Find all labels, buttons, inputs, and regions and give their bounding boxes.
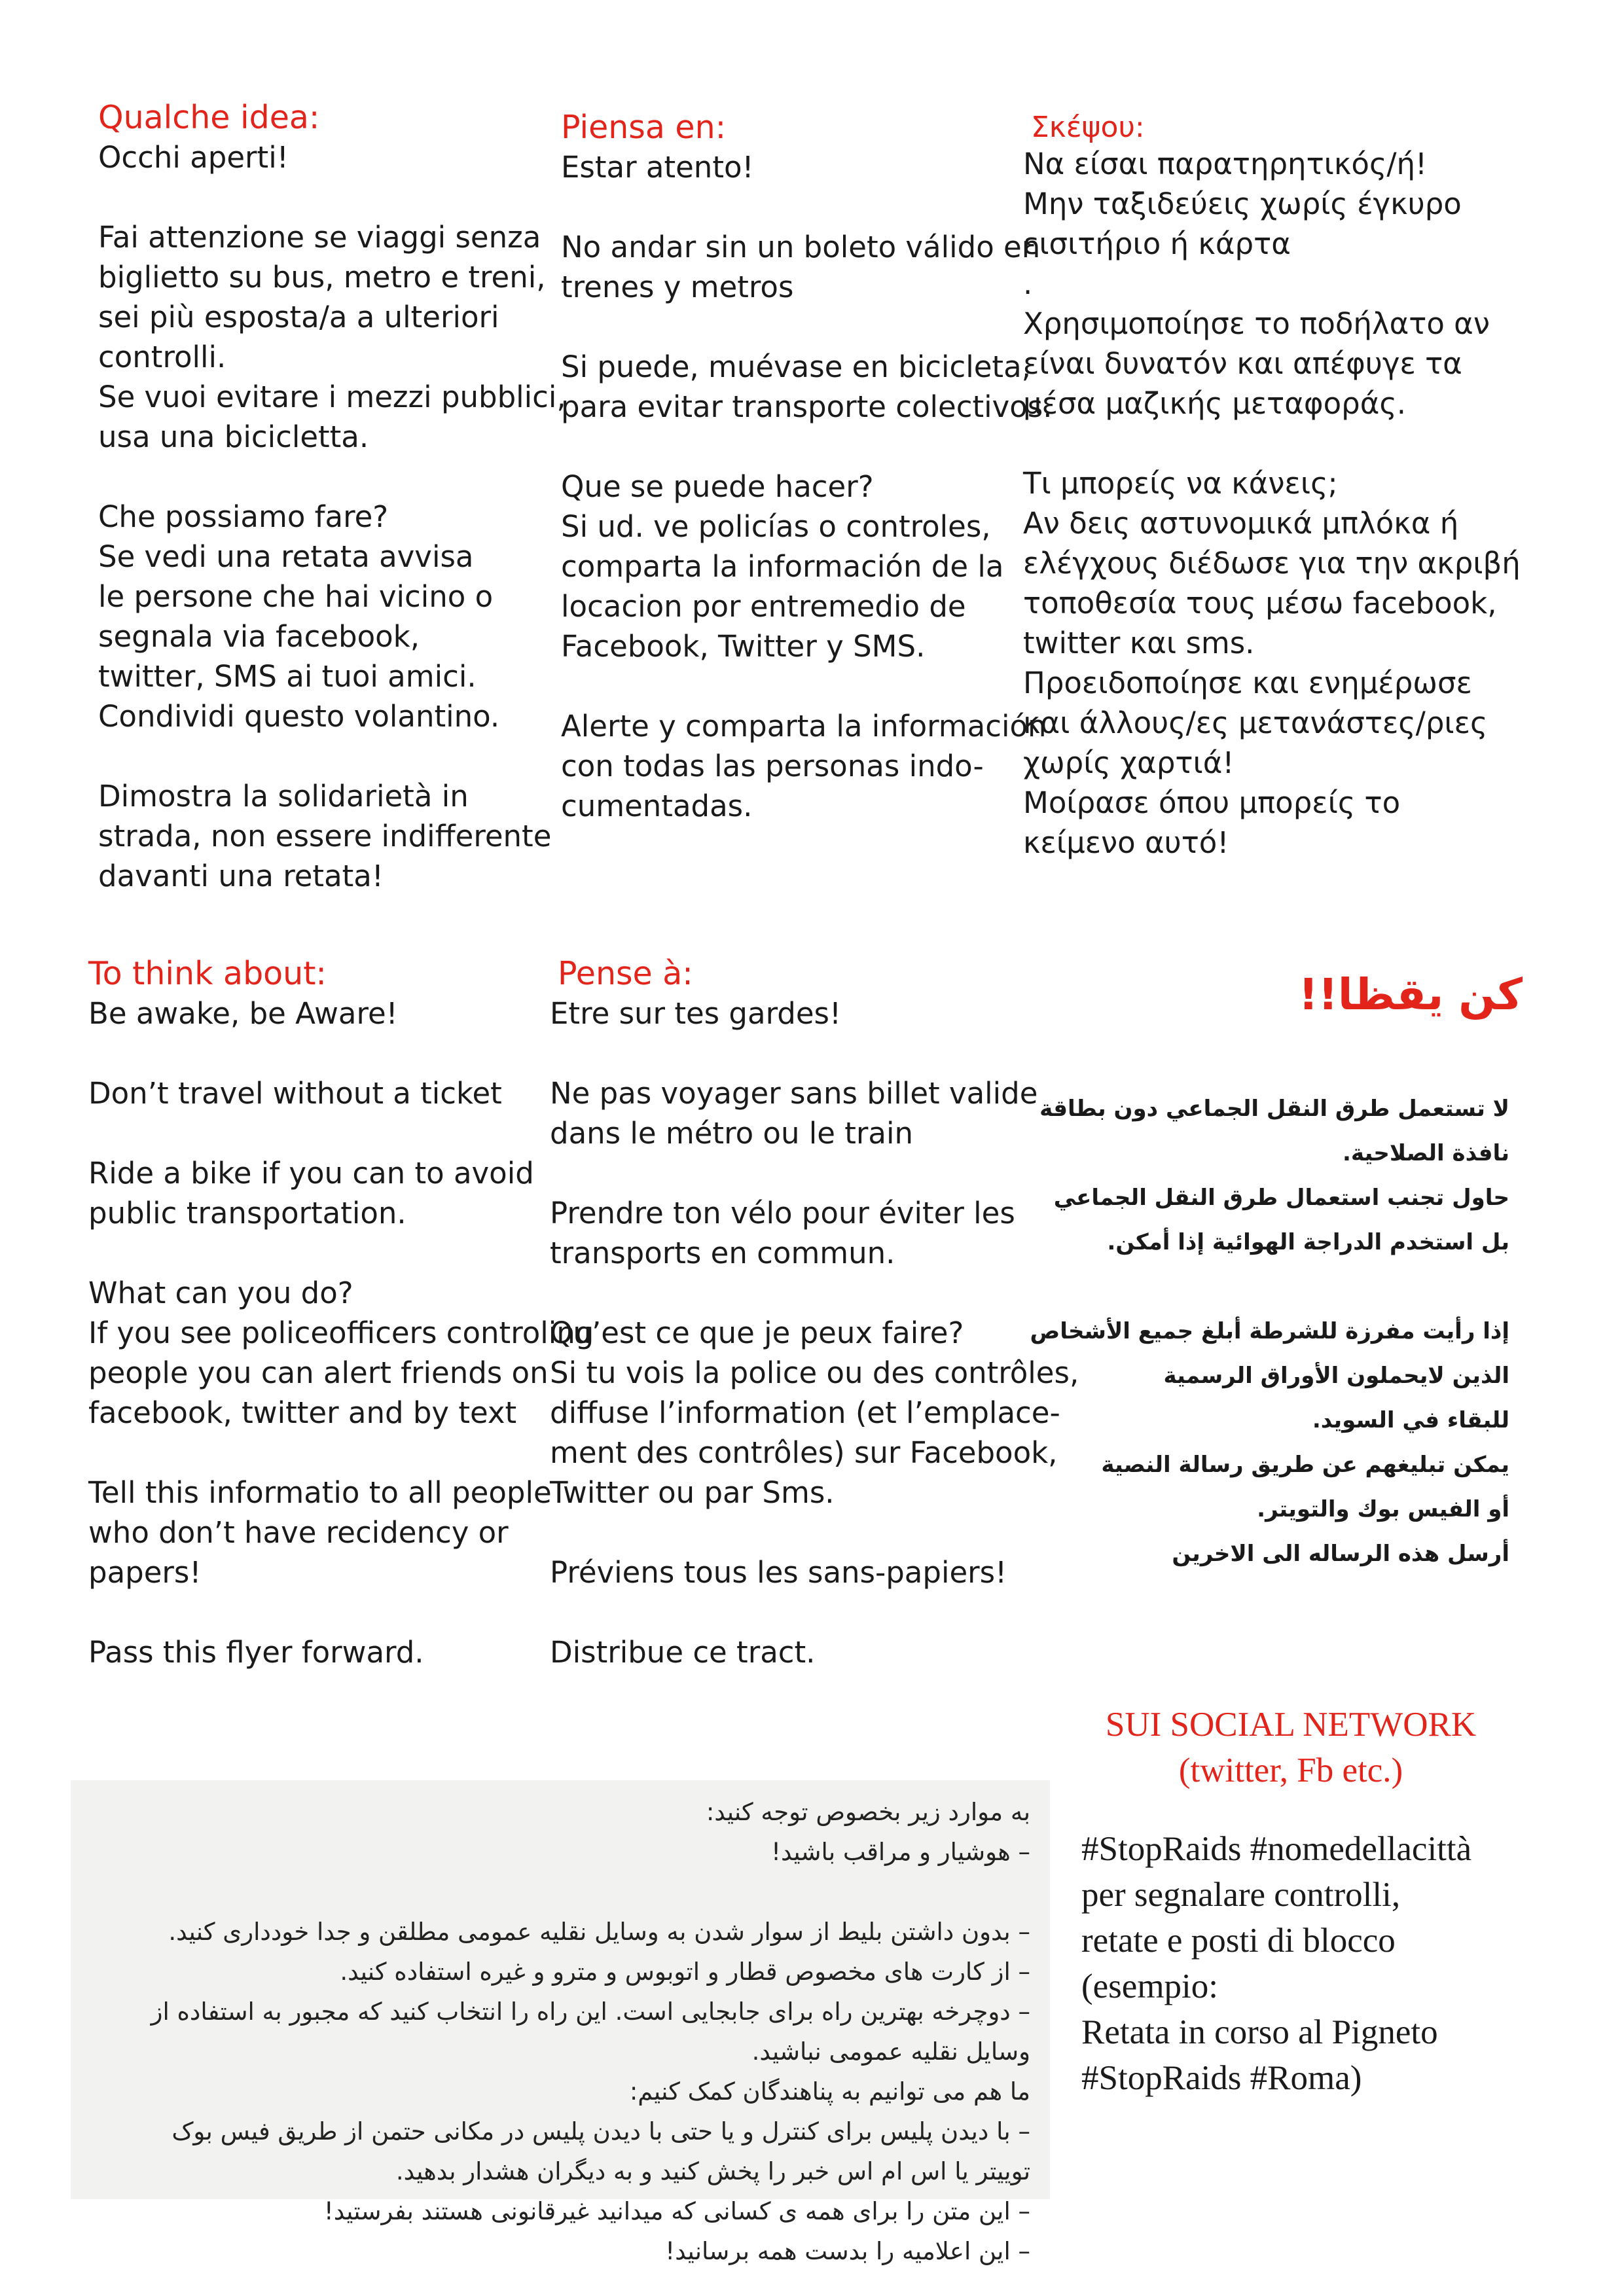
arabic-heading: كن يقظا!! bbox=[1298, 969, 1523, 1020]
text-line bbox=[561, 307, 1053, 347]
text-line: – با دیدن پلیس برای کنترل و یا حتی با دیدن پلیس در مکانی حتمن از طریق فیس بوک bbox=[171, 2117, 1030, 2145]
text-line bbox=[88, 1592, 594, 1632]
text-line: facebook, twitter and by text bbox=[88, 1395, 517, 1430]
english-heading: To think about: bbox=[88, 955, 327, 992]
text-line: No andar sin un boleto válido en bbox=[561, 230, 1041, 264]
text-line bbox=[98, 177, 566, 217]
text-line: Facebook, Twitter y SMS. bbox=[561, 629, 926, 664]
text-line: توییتر یا اس ام اس خبر را پخش کنید و به دیگران هشدار بدهید. bbox=[395, 2157, 1030, 2185]
social-heading-line1: SUI SOCIAL NETWORK bbox=[1105, 1706, 1477, 1744]
text-line bbox=[986, 1265, 1509, 1309]
text-line: Μοίρασε όπου μπορείς το bbox=[1023, 785, 1401, 820]
text-line bbox=[88, 1113, 594, 1153]
text-line: Fai attenzione se viaggi senza bbox=[98, 220, 541, 255]
text-line: μέσα μαζικής μεταφοράς. bbox=[1023, 386, 1407, 421]
text-line: Que se puede hacer? bbox=[561, 469, 874, 504]
text-line: Che possiamo fare? bbox=[98, 499, 389, 534]
text-line: Να είσαι παρατηρητικός/ή! bbox=[1023, 147, 1428, 181]
text-line bbox=[1023, 423, 1521, 463]
text-line: ment des contrôles) sur Facebook, bbox=[550, 1435, 1058, 1470]
text-line bbox=[90, 1872, 1030, 1912]
spanish-heading: Piensa en: bbox=[561, 109, 727, 146]
text-line: le persone che hai vicino o bbox=[98, 579, 494, 614]
social-text bbox=[1081, 1826, 1500, 2101]
text-line: . bbox=[1023, 266, 1033, 301]
text-line: Pass this flyer forward. bbox=[88, 1635, 424, 1670]
text-line bbox=[561, 187, 1053, 227]
text-line: – بدون داشتن بلیط از سوار شدن به وسایل نقلیه عمومی مطلقن و جدا خودداری کنید. bbox=[168, 1918, 1030, 1946]
text-line: Estar atento! bbox=[561, 150, 754, 185]
text-line: #StopRaids #Roma) bbox=[1081, 2059, 1362, 2097]
text-line: controlli. bbox=[98, 340, 226, 374]
text-line: sei più esposta/a a ulteriori bbox=[98, 300, 499, 334]
text-line: Τι μπορείς να κάνεις; bbox=[1023, 466, 1338, 501]
text-line: strada, non essere indifferente bbox=[98, 819, 552, 853]
text-line: comparta la información de la bbox=[561, 549, 1004, 584]
text-line: للبقاء في السويد. bbox=[1312, 1407, 1509, 1433]
text-line bbox=[88, 1433, 594, 1473]
text-line: Ride a bike if you can to avoid bbox=[88, 1156, 534, 1191]
arabic-section bbox=[986, 969, 1523, 1576]
text-line: transports en commun. bbox=[550, 1236, 895, 1270]
text-line: إذا رأيت مفرزة للشرطة أبلغ جميع الأشخاص bbox=[1030, 1318, 1509, 1344]
text-line: – این متن را برای همه ی کسانی که میدانید غیرقانونی هستند بفرستید! bbox=[323, 2197, 1030, 2225]
spanish-text bbox=[561, 147, 1053, 826]
text-line bbox=[98, 736, 566, 776]
text-line: – از کارت های مخصوص قطار و اتوبوس و مترو و غیره استفاده کنید. bbox=[340, 1958, 1030, 1986]
text-line: الذين لايحملون الأوراق الرسمية bbox=[1163, 1363, 1509, 1389]
text-line: أو الفيس بوك والتويتر. bbox=[1257, 1496, 1509, 1522]
text-line: Qu’est ce que je peux faire? bbox=[550, 1316, 964, 1350]
social-heading-line2: (twitter, Fb etc.) bbox=[1178, 1751, 1403, 1789]
text-line: biglietto su bus, metro e treni, bbox=[98, 260, 546, 295]
text-line: τοποθεσία τους μέσω facebook, bbox=[1023, 586, 1497, 620]
text-line bbox=[88, 1233, 594, 1273]
text-line: Etre sur tes gardes! bbox=[550, 996, 842, 1031]
english-text bbox=[88, 994, 594, 1672]
text-line: أرسل هذه الرساله الى الاخرين bbox=[1172, 1541, 1509, 1567]
text-line: – هوشیار و مراقب باشید! bbox=[771, 1838, 1030, 1866]
french-heading: Pense à: bbox=[558, 955, 693, 992]
text-line: εισιτήριο ή κάρτα bbox=[1023, 226, 1291, 261]
text-line bbox=[88, 1033, 594, 1073]
text-line: حاول تجنب استعمال طرق النقل الجماعي bbox=[1053, 1185, 1509, 1211]
text-line: Prendre ton vélo pour éviter les bbox=[550, 1196, 1015, 1230]
greek-text bbox=[1023, 144, 1521, 863]
text-line: davanti una retata! bbox=[98, 859, 384, 893]
text-line bbox=[561, 666, 1053, 706]
text-line: retate e posti di blocco bbox=[1081, 1922, 1396, 1960]
text-line: public transportation. bbox=[88, 1196, 406, 1230]
text-line: Αν δεις αστυνομικά μπλόκα ή bbox=[1023, 506, 1459, 541]
text-line: Χρησιμοποίησε το ποδήλατο αν bbox=[1023, 306, 1490, 341]
text-line: Alerte y comparta la información bbox=[561, 709, 1047, 744]
spanish-section bbox=[561, 108, 1053, 826]
text-line: Προειδοποίησε και ενημέρωσε bbox=[1023, 666, 1472, 700]
text-line: Préviens tous les sans-papiers! bbox=[550, 1555, 1007, 1590]
text-line: نافذة الصلاحية. bbox=[1343, 1140, 1509, 1166]
text-line: segnala via facebook, bbox=[98, 619, 420, 654]
text-line: – دوچرخه بهترین راه برای جابجایی است. این راه را انتخاب کنید که مجبور به استفاده از bbox=[151, 1998, 1030, 2026]
italian-text bbox=[98, 137, 566, 896]
text-line: twitter και sms. bbox=[1023, 626, 1255, 660]
text-line: وسایل نقلیه عمومی نباشید. bbox=[751, 2037, 1030, 2066]
text-line: usa una bicicletta. bbox=[98, 420, 369, 454]
text-line bbox=[98, 457, 566, 497]
text-line: κείμενο αυτό! bbox=[1023, 825, 1229, 860]
text-line bbox=[550, 1592, 1079, 1632]
text-line: diffuse l’information (et l’emplace- bbox=[550, 1395, 1060, 1430]
text-line: Twitter ou par Sms. bbox=[550, 1475, 835, 1510]
text-line: Distribue ce tract. bbox=[550, 1635, 816, 1670]
greek-section bbox=[1023, 111, 1521, 863]
text-line: para evitar transporte colectivos. bbox=[561, 389, 1053, 424]
text-line: Si puede, muévase en bicicleta, bbox=[561, 350, 1031, 384]
text-line: con todas las personas indo- bbox=[561, 749, 984, 783]
text-line: Retata in corso al Pigneto bbox=[1081, 2013, 1438, 2051]
text-line: people you can alert friends on bbox=[88, 1355, 549, 1390]
text-line: Se vedi una retata avvisa bbox=[98, 539, 474, 574]
text-line: لا تستعمل طرق النقل الجماعي دون بطاقة bbox=[1039, 1096, 1509, 1122]
text-line: Se vuoi evitare i mezzi pubblici, bbox=[98, 380, 566, 414]
text-line: Condividi questo volantino. bbox=[98, 699, 500, 734]
text-line: If you see policeofficers controling bbox=[88, 1316, 594, 1350]
text-line: Dimostra la solidarietà in bbox=[98, 779, 469, 814]
text-line: يمكن تبليغهم عن طريق رسالة النصية bbox=[1101, 1452, 1509, 1478]
text-line: Si tu vois la police ou des contrôles, bbox=[550, 1355, 1079, 1390]
text-line: Occhi aperti! bbox=[98, 140, 289, 175]
text-line: Μην ταξιδεύεις χωρίς έγκυρο bbox=[1023, 187, 1462, 221]
text-line: είναι δυνατόν και απέφυγε τα bbox=[1023, 346, 1462, 381]
italian-section bbox=[98, 98, 566, 896]
text-line: What can you do? bbox=[88, 1276, 353, 1310]
text-line bbox=[561, 427, 1053, 467]
text-line: بل استخدم الدراجة الهوائية إذا أمكن. bbox=[1107, 1229, 1509, 1255]
english-section bbox=[88, 954, 594, 1672]
text-line: به موارد زیر بخصوص توجه کنید: bbox=[706, 1798, 1030, 1826]
text-line: who don’t have recidency or bbox=[88, 1515, 509, 1550]
greek-heading: Σκέψου: bbox=[1031, 111, 1145, 144]
text-line: ελέγχους διέδωσε για την ακριβή bbox=[1023, 546, 1521, 581]
text-line: papers! bbox=[88, 1555, 202, 1590]
text-line: locacion por entremedio de bbox=[561, 589, 966, 624]
italian-heading: Qualche idea: bbox=[98, 99, 320, 136]
text-line: per segnalare controlli, bbox=[1081, 1876, 1401, 1914]
text-line: Don’t travel without a ticket bbox=[88, 1076, 502, 1111]
text-line: – این اعلامیه را بدست همه برسانید! bbox=[665, 2237, 1030, 2265]
social-network-section bbox=[1081, 1702, 1500, 2101]
text-line: χωρίς χαρτιά! bbox=[1023, 745, 1235, 780]
text-line: twitter, SMS ai tuoi amici. bbox=[98, 659, 477, 694]
text-line: cumentadas. bbox=[561, 789, 753, 823]
text-line: Si ud. ve policías o controles, bbox=[561, 509, 991, 544]
text-line: trenes y metros bbox=[561, 270, 794, 304]
arabic-text bbox=[986, 1086, 1509, 1576]
text-line: #StopRaids #nomedellacittà bbox=[1081, 1830, 1472, 1868]
text-line: Be awake, be Aware! bbox=[88, 996, 398, 1031]
text-line: Ne pas voyager sans billet valide bbox=[550, 1076, 1038, 1111]
text-line: και άλλους/ες μετανάστες/ριες bbox=[1023, 706, 1488, 740]
text-line: (esempio: bbox=[1081, 1967, 1218, 2005]
text-line: Tell this informatio to all people bbox=[88, 1475, 552, 1510]
text-line: dans le métro ou le train bbox=[550, 1116, 914, 1151]
persian-text bbox=[90, 1792, 1030, 2271]
text-line: ما هم می توانیم به پناهندگان کمک کنیم: bbox=[629, 2077, 1030, 2106]
persian-section bbox=[71, 1780, 1050, 2265]
